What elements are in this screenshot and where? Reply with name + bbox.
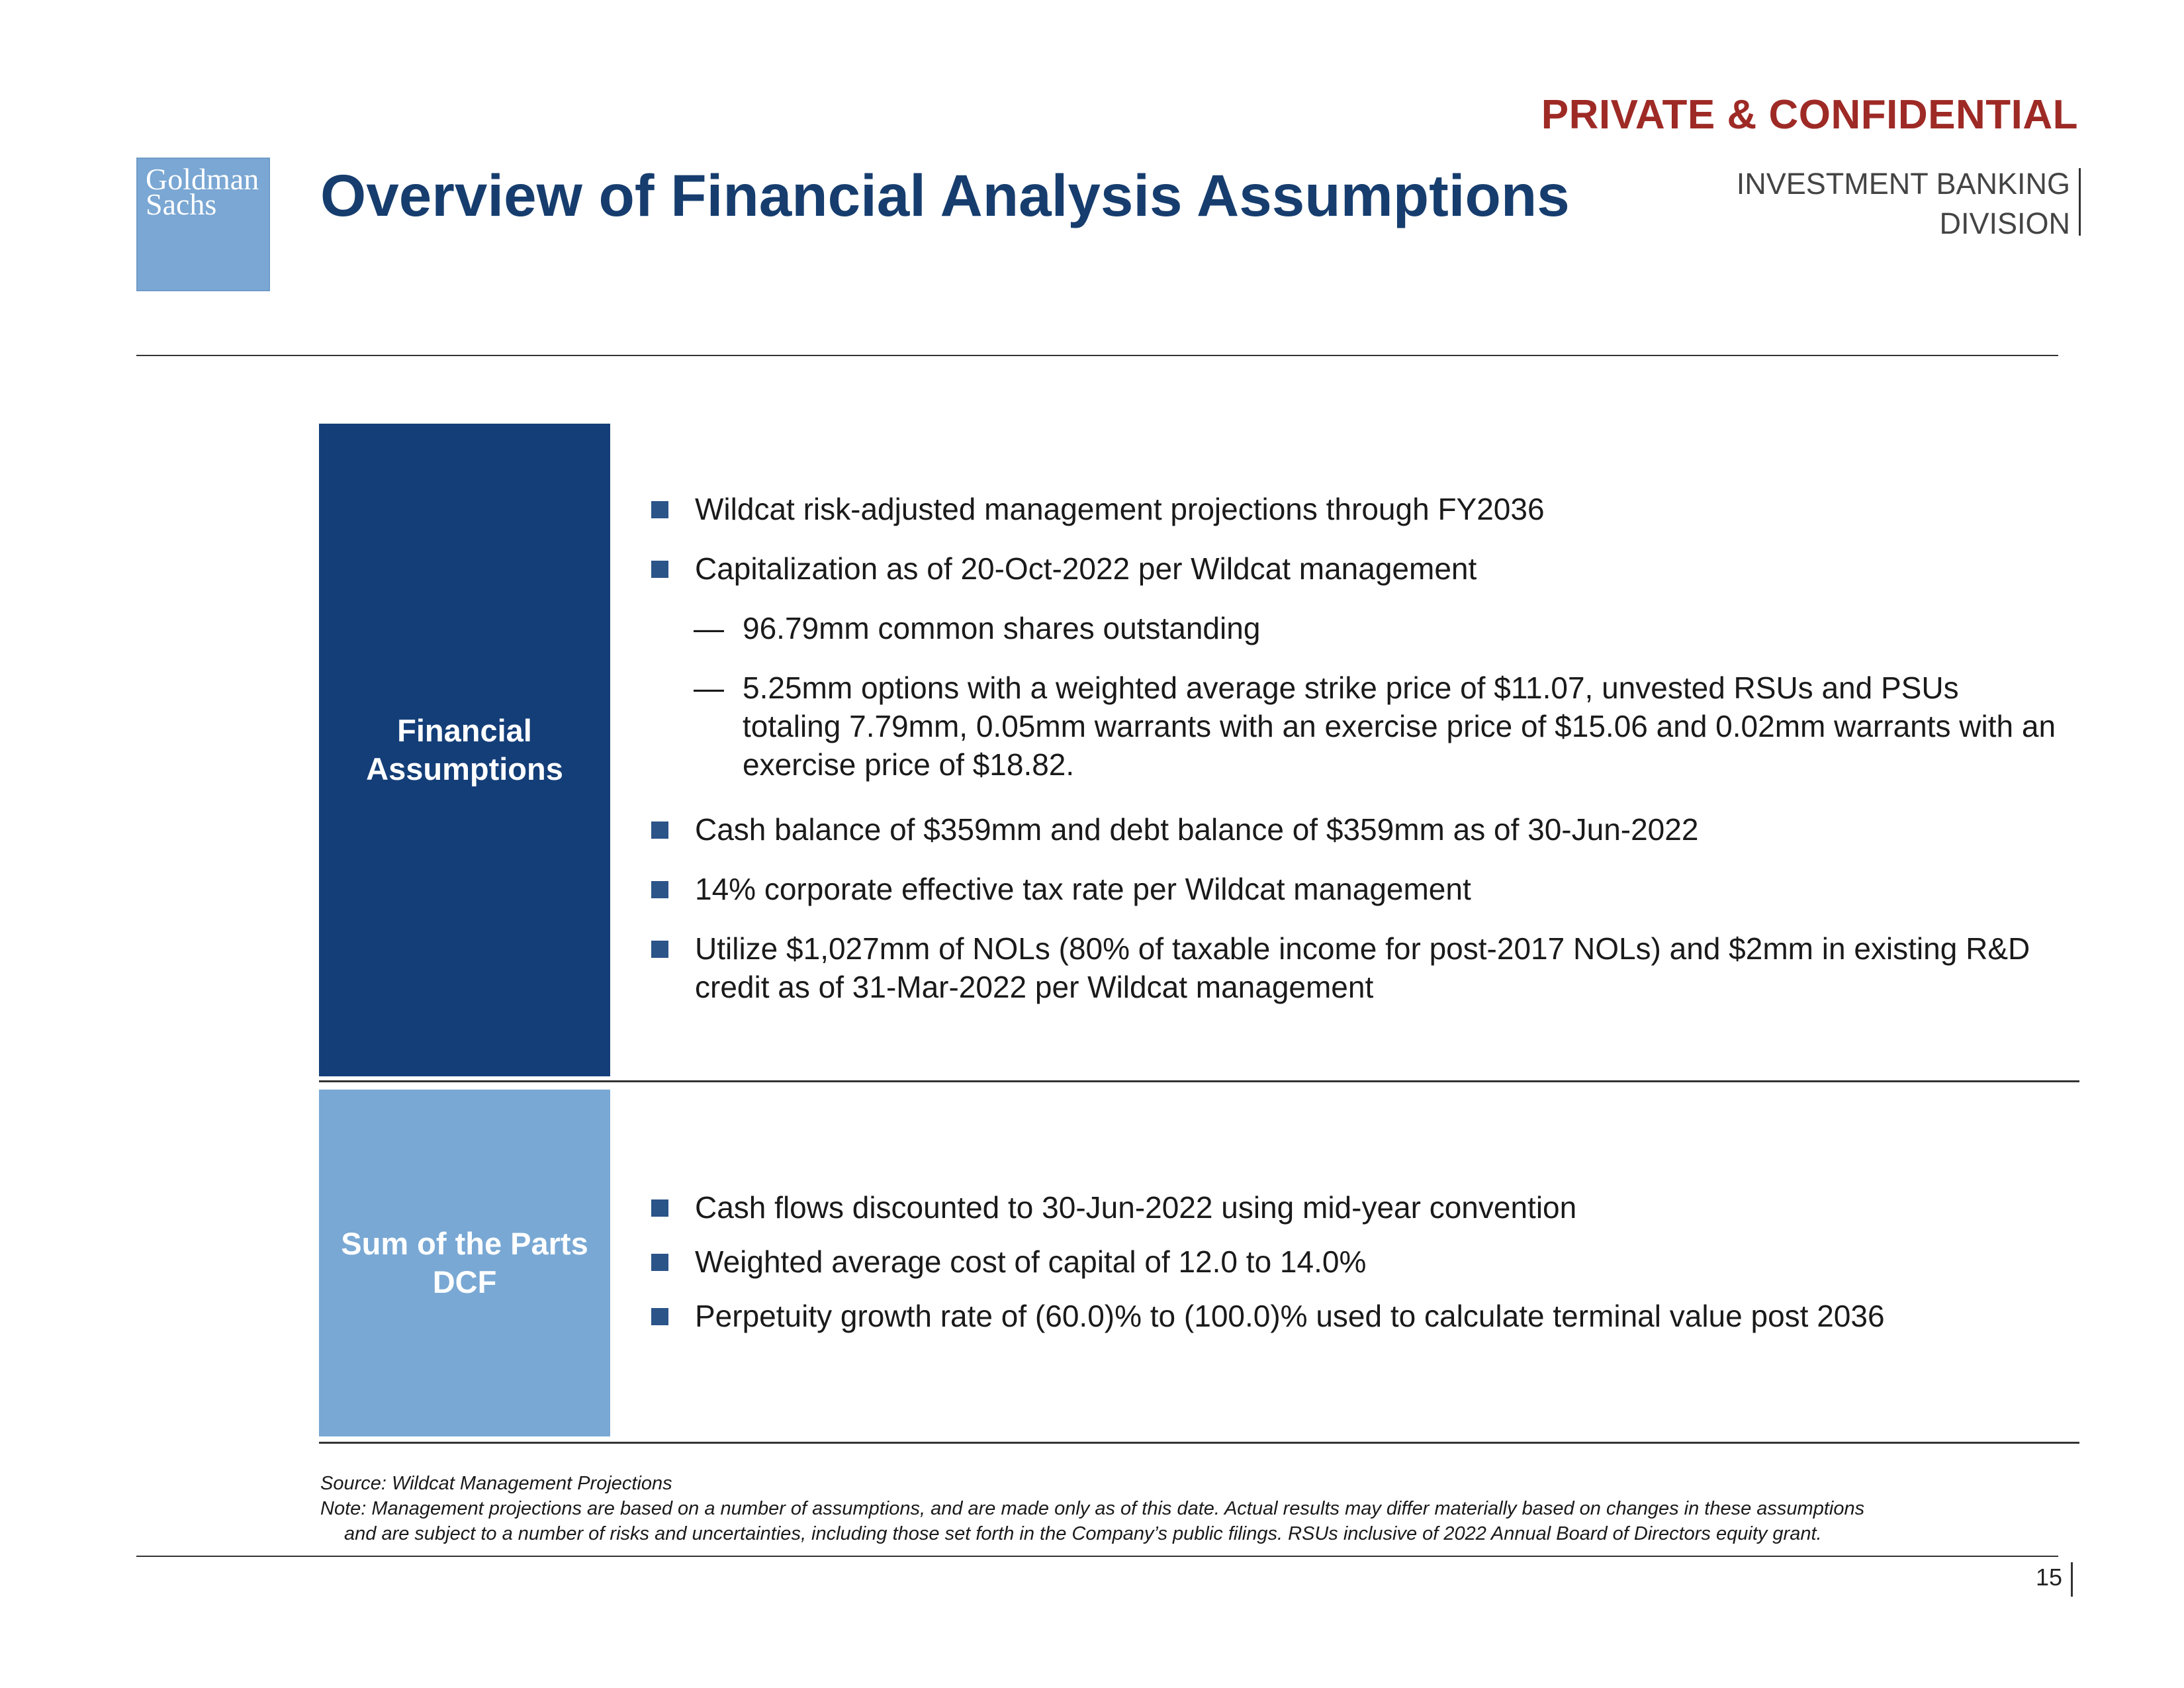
section-bottom-rule (319, 1442, 2079, 1444)
bullet-text: Perpetuity growth rate of (60.0)% to (100.0)% used to calculate terminal value post 2036 (695, 1299, 1885, 1333)
bullet-text: Cash balance of $359mm and debt balance of $359mm as of 30-Jun-2022 (695, 812, 1699, 847)
sum-of-parts-label: Sum of the Parts DCF (341, 1226, 588, 1299)
square-bullet-icon (651, 501, 668, 518)
header-rule (136, 355, 2058, 356)
footnote-line1: Note: Management projections are based on a number of assumptions, and are made only as of this date. Actual results may differ materially based on changes in these assumptions (320, 1498, 1865, 1519)
square-bullet-icon (651, 1308, 668, 1325)
bullet-text: Utilize $1,027mm of NOLs (80% of taxable income for post-2017 NOLs) and $2mm in existing R&D credit as of 31-Mar-2022 per Wildcat management (695, 931, 2030, 1004)
division-line1: INVESTMENT BANKING (1736, 167, 2070, 201)
confidential-label: PRIVATE & CONFIDENTIAL (1541, 92, 2078, 138)
logo-text-line1: Goldman (146, 162, 259, 196)
list-item (649, 490, 2065, 528)
logo-text-line2: Sachs (146, 187, 217, 221)
bullet-text: Weighted average cost of capital of 12.0 to 14.0% (695, 1244, 1367, 1279)
list-item (649, 1297, 2065, 1335)
goldman-sachs-logo (136, 158, 270, 291)
section-divider (319, 1080, 2079, 1082)
page-title: Overview of Financial Analysis Assumptions (320, 162, 1570, 228)
division-divider (2079, 168, 2081, 236)
dash-bullet-icon: — (694, 671, 724, 705)
list-item (649, 929, 2065, 1006)
square-bullet-icon (651, 881, 668, 898)
list-item (649, 1243, 2065, 1281)
financial-assumptions-panel (319, 424, 610, 1076)
sum-of-parts-panel (319, 1090, 610, 1436)
bullet-text: Cash flows discounted to 30-Jun-2022 using mid-year convention (695, 1190, 1577, 1225)
list-item (649, 870, 2065, 908)
bullet-text: 5.25mm options with a weighted average strike price of $11.07, unvested RSUs and PSUs totaling 7.79mm, 0.05mm warrants with an exercise price of $15.06 and 0.02mm warrants with an exercise price of $18.82. (743, 671, 2056, 782)
bullet-text: 14% corporate effective tax rate per Wildcat management (695, 872, 1471, 906)
bullet-text: 96.79mm common shares outstanding (743, 611, 1261, 645)
square-bullet-icon (651, 561, 668, 578)
sub-list-item (649, 609, 2065, 647)
bullet-text: Capitalization as of 20-Oct-2022 per Wildcat management (695, 551, 1477, 586)
financial-assumptions-label: Financial Assumptions (366, 713, 563, 786)
square-bullet-icon (651, 1254, 668, 1271)
square-bullet-icon (651, 941, 668, 958)
dash-bullet-icon: — (694, 611, 724, 645)
division-line2: DIVISION (1939, 207, 2070, 240)
footnote (320, 1496, 2054, 1546)
sum-of-parts-list (649, 1188, 2065, 1351)
bullet-text: Wildcat risk-adjusted management projections through FY2036 (695, 492, 1545, 526)
division-label (1737, 164, 2070, 244)
sub-list-item (649, 669, 2065, 784)
square-bullet-icon (651, 821, 668, 839)
source-note: Source: Wildcat Management Projections (320, 1473, 672, 1494)
page-number: 15 (2035, 1564, 2062, 1591)
financial-assumptions-list (649, 490, 2065, 1027)
footnote-line2: and are subject to a number of risks and uncertainties, including those set forth in the Company’s public filings. RSUs inclusive of 2022 Annual Board of Directors equity grant. (344, 1523, 1822, 1544)
page-number-divider (2071, 1562, 2073, 1597)
list-item (649, 1188, 2065, 1227)
square-bullet-icon (651, 1199, 668, 1217)
footer-rule (136, 1556, 2058, 1557)
list-item (649, 810, 2065, 849)
list-item (649, 549, 2065, 588)
